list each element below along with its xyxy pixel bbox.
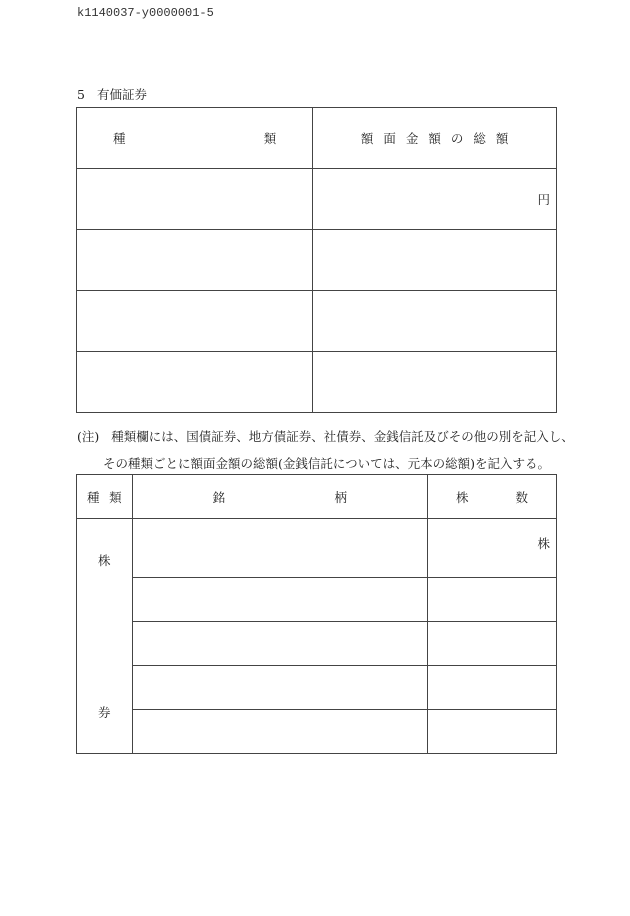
kind-cell[interactable] (77, 291, 313, 352)
header-brand-right: 柄 (334, 489, 347, 505)
section-title-text: 有価証券 (96, 87, 147, 102)
header-total: 額面金額の総額 (313, 108, 557, 169)
shares-cell[interactable] (427, 519, 556, 578)
shares-cell[interactable] (427, 578, 556, 622)
total-cell[interactable] (313, 230, 557, 291)
header-count (427, 475, 556, 519)
header-brand-left: 銘 (212, 489, 226, 505)
kind-cell[interactable] (77, 230, 313, 291)
brand-cell[interactable] (132, 666, 427, 710)
header-kind (77, 475, 133, 519)
kind-cell[interactable] (77, 169, 313, 230)
document-id: k1140037-y0000001-5 (77, 6, 214, 20)
note-text-1: 種類欄には、国債証券、地方債証券、社債券、金銭信託及びその他の別を記入し、 (111, 429, 574, 444)
brand-cell[interactable] (132, 519, 427, 578)
securities-table (76, 107, 557, 413)
brand-cell[interactable] (132, 578, 427, 622)
note-line-1 (77, 427, 574, 445)
header-count-left: 株 (455, 489, 469, 505)
brand-cell[interactable] (132, 622, 427, 666)
kind-stock-bottom: 券 (98, 705, 111, 720)
kind-cell[interactable] (77, 352, 313, 413)
header-kind-left: 種 (87, 489, 100, 505)
brand-cell[interactable] (132, 710, 427, 754)
header-kind-right: 類 (263, 131, 277, 146)
total-cell[interactable] (313, 169, 557, 230)
header-kind (77, 108, 313, 169)
section-title (77, 85, 147, 103)
shares-unit: 株 (537, 536, 550, 551)
yen-unit: 円 (537, 192, 550, 207)
shares-cell[interactable] (427, 666, 556, 710)
note-line-2: その種類ごとに額面金額の総額(金銭信託については、元本の総額)を記入する。 (103, 456, 551, 471)
section-number: 5 (77, 87, 85, 102)
shares-cell[interactable] (427, 710, 556, 754)
kind-stock-cell (77, 519, 133, 754)
header-count-right: 数 (515, 489, 528, 505)
shares-cell[interactable] (427, 622, 556, 666)
total-cell[interactable] (313, 352, 557, 413)
total-cell[interactable] (313, 291, 557, 352)
kind-stock-top: 株 (98, 553, 111, 568)
header-kind-right: 類 (109, 489, 122, 505)
header-brand (132, 475, 427, 519)
header-kind-left: 種 (113, 131, 126, 146)
note-label: (注) (77, 429, 100, 444)
stocks-table (76, 474, 557, 754)
